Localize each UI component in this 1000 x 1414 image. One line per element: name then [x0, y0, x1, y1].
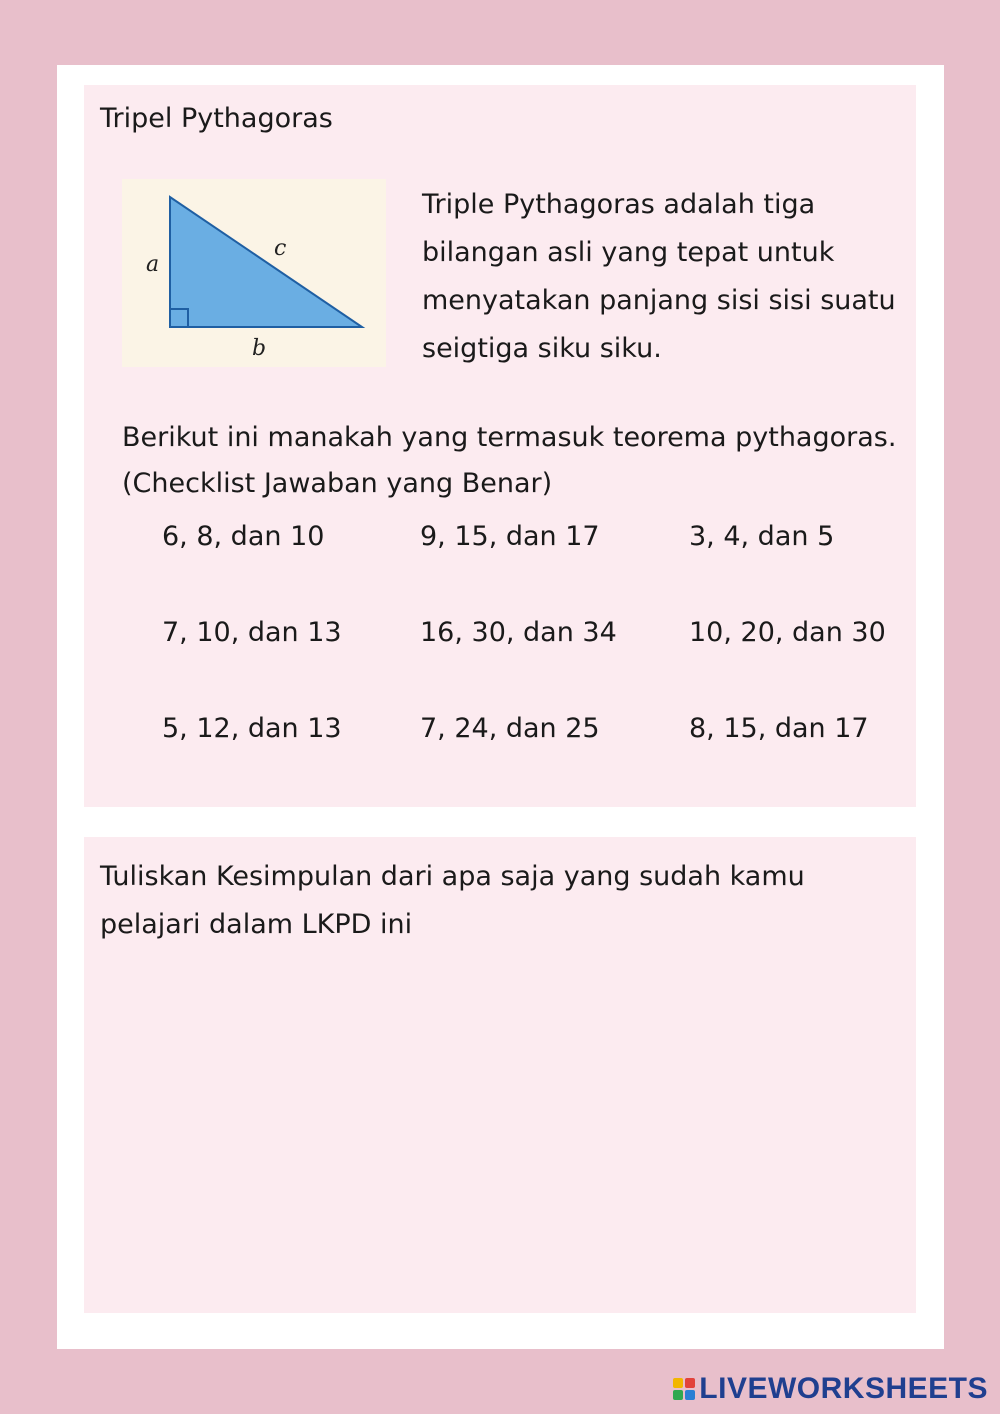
- worksheet-page: [57, 65, 944, 1349]
- question-line-1: Berikut ini manakah yang termasuk teorema pythagoras.: [122, 422, 897, 453]
- triangle-shape: [170, 197, 362, 327]
- option-8[interactable]: 7, 24, dan 25: [420, 713, 600, 744]
- question-text: [122, 415, 912, 507]
- conclusion-prompt: Tuliskan Kesimpulan dari apa saja yang sudah kamu pelajari dalam LKPD ini: [100, 861, 805, 940]
- option-3[interactable]: 3, 4, dan 5: [689, 521, 835, 552]
- side-label-c: c: [274, 236, 287, 261]
- conclusion-answer-area[interactable]: [100, 957, 900, 1297]
- option-9[interactable]: 8, 15, dan 17: [689, 713, 869, 744]
- option-4[interactable]: 7, 10, dan 13: [162, 617, 342, 648]
- conclusion-panel: [84, 837, 916, 1313]
- liveworksheets-icon: [673, 1378, 695, 1400]
- option-2[interactable]: 9, 15, dan 17: [420, 521, 600, 552]
- right-triangle-svg: [122, 179, 386, 367]
- side-label-b: b: [252, 336, 267, 361]
- definition-text: Triple Pythagoras adalah tiga bilangan asli yang tepat untuk menyatakan panjang sisi sisi suatu seigtiga siku siku.: [422, 189, 896, 364]
- side-label-a: a: [146, 252, 160, 277]
- option-6[interactable]: 10, 20, dan 30: [689, 617, 886, 648]
- option-1[interactable]: 6, 8, dan 10: [162, 521, 325, 552]
- option-5[interactable]: 16, 30, dan 34: [420, 617, 617, 648]
- question-line-2: (Checklist Jawaban yang Benar): [122, 468, 553, 499]
- liveworksheets-logo: [673, 1372, 988, 1406]
- liveworksheets-wordmark: LIVEWORKSHEETS: [699, 1372, 988, 1405]
- right-triangle-figure: [122, 179, 386, 367]
- pythagoras-panel: [84, 85, 916, 807]
- option-7[interactable]: 5, 12, dan 13: [162, 713, 342, 744]
- section-title: Tripel Pythagoras: [100, 103, 333, 134]
